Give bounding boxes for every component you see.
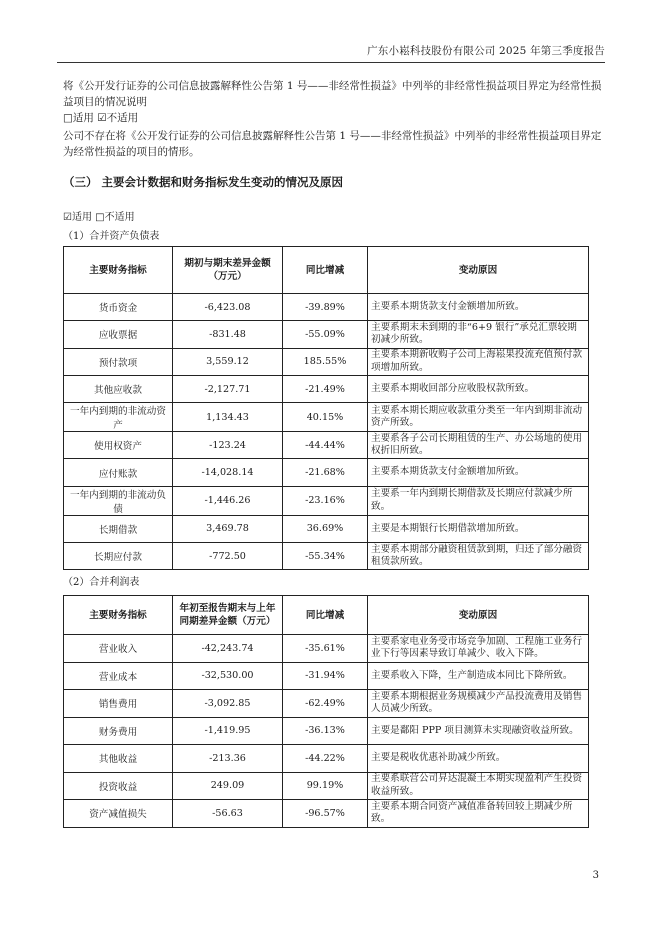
cell-amount: -831.48: [173, 321, 283, 348]
table-row: [64, 432, 589, 459]
cell-item: 资产减值损失: [64, 800, 173, 828]
cell-amount: -1,419.95: [173, 717, 283, 745]
header-item: 主要财务指标: [64, 247, 173, 294]
cell-amount: -6,423.08: [173, 294, 283, 321]
cell-item: 使用权资产: [64, 432, 173, 459]
cell-item: 应付账款: [64, 459, 173, 486]
cell-amount: -772.50: [173, 543, 283, 570]
intro-paragraph-2: 公司不存在将《公开发行证券的公司信息披露解释性公告第 1 号——非经常性损益》中列举的非经常性损益项目界定为经常性损益的项目的情形。: [63, 130, 602, 158]
cell-item: 销售费用: [64, 690, 173, 718]
cell-item: 货币资金: [64, 294, 173, 321]
cell-item: 长期应付款: [64, 543, 173, 570]
cell-item: 财务费用: [64, 717, 173, 745]
cell-change: -55.34%: [283, 543, 368, 570]
table-row: [64, 321, 589, 348]
cell-change: 185.55%: [283, 348, 368, 375]
header-amount: 年初至报告期末与上年同期差异金额（万元）: [173, 596, 283, 635]
cell-item: 预付款项: [64, 348, 173, 375]
header-change: 同比增减: [283, 247, 368, 294]
header-amount: 期初与期末差异金额（万元）: [173, 247, 283, 294]
cell-item: 一年内到期的非流动资产: [64, 403, 173, 432]
cell-item: 营业成本: [64, 662, 173, 690]
cell-change: -21.49%: [283, 375, 368, 402]
cell-reason: 主要系本期货款支付金额增加所致。: [368, 459, 589, 486]
table-row: [64, 772, 589, 800]
table-row: [64, 717, 589, 745]
cell-amount: -56.63: [173, 800, 283, 828]
cell-reason: 主要系本期部分融资租赁款到期，归还了部分融资租赁款所致。: [368, 543, 589, 570]
cell-change: -39.89%: [283, 294, 368, 321]
table-row: [64, 543, 589, 570]
income-caption: （2）合并利润表: [63, 577, 140, 588]
table-row: [64, 348, 589, 375]
cell-reason: 主要系家电业务受市场竞争加剧、工程施工业务行业下行等因素导致订单减少、收入下降。: [368, 635, 589, 663]
section-title: （三） 主要会计数据和财务指标发生变动的情况及原因: [63, 175, 344, 189]
balance-caption: （1）合并资产负债表: [63, 231, 160, 242]
cell-change: -21.68%: [283, 459, 368, 486]
cell-amount: -42,243.74: [173, 635, 283, 663]
header-reason: 变动原因: [368, 596, 589, 635]
cell-amount: -213.36: [173, 745, 283, 773]
cell-amount: -14,028.14: [173, 459, 283, 486]
cell-change: -55.09%: [283, 321, 368, 348]
balance-sheet-table: [63, 246, 589, 570]
income-statement-table: [63, 595, 589, 828]
header-rule: [57, 62, 605, 63]
cell-change: -23.16%: [283, 486, 368, 515]
header-item: 主要财务指标: [64, 596, 173, 635]
cell-item: 其他收益: [64, 745, 173, 773]
cell-item: 其他应收款: [64, 375, 173, 402]
cell-reason: 主要系本期合同资产减值准备转回较上期减少所致。: [368, 800, 589, 828]
cell-change: -44.22%: [283, 745, 368, 773]
cell-change: -62.49%: [283, 690, 368, 718]
cell-change: 36.69%: [283, 515, 368, 542]
cell-amount: -3,092.85: [173, 690, 283, 718]
cell-item: 营业收入: [64, 635, 173, 663]
section-applicability: ☑适用 □不适用: [63, 212, 135, 223]
cell-reason: 主要是本期银行长期借款增加所致。: [368, 515, 589, 542]
cell-reason: 主要系本期根据业务规模减少产品投流费用及销售人员减少所致。: [368, 690, 589, 718]
table-row: [64, 459, 589, 486]
cell-amount: -32,530.00: [173, 662, 283, 690]
intro-paragraph-1: 将《公开发行证券的公司信息披露解释性公告第 1 号——非经常性损益》中列举的非经常性损益项目界定为经常性损益项目的情况说明: [63, 80, 602, 108]
cell-amount: 3,559.12: [173, 348, 283, 375]
cell-change: -44.44%: [283, 432, 368, 459]
page-number: 3: [592, 870, 599, 881]
cell-amount: -1,446.26: [173, 486, 283, 515]
table-row: [64, 662, 589, 690]
cell-reason: 主要系各子公司长期租赁的生产、办公场地的使用权折旧所致。: [368, 432, 589, 459]
cell-item: 应收票据: [64, 321, 173, 348]
table-row: [64, 403, 589, 432]
cell-reason: 主要是鄱阳 PPP 项目测算未实现融资收益所致。: [368, 717, 589, 745]
cell-reason: 主要系一年内到期长期借款及长期应付款减少所致。: [368, 486, 589, 515]
cell-change: -36.13%: [283, 717, 368, 745]
cell-item: 一年内到期的非流动负债: [64, 486, 173, 515]
cell-amount: -123.24: [173, 432, 283, 459]
cell-amount: -2,127.71: [173, 375, 283, 402]
header-reason: 变动原因: [368, 247, 589, 294]
table-header-row: [64, 596, 589, 635]
cell-reason: 主要系本期新收购子公司上海崧果投流充值预付款项增加所致。: [368, 348, 589, 375]
intro-applicability: □适用 ☑不适用: [63, 112, 139, 124]
table-header-row: [64, 247, 589, 294]
table-row: [64, 690, 589, 718]
cell-reason: 主要系本期长期应收款重分类至一年内到期非流动资产所致。: [368, 403, 589, 432]
cell-reason: 主要系本期货款支付金额增加所致。: [368, 294, 589, 321]
cell-change: 40.15%: [283, 403, 368, 432]
table-row: [64, 294, 589, 321]
header-change: 同比增减: [283, 596, 368, 635]
cell-change: -35.61%: [283, 635, 368, 663]
cell-reason: 主要是税收优惠补助减少所致。: [368, 745, 589, 773]
cell-change: -96.57%: [283, 800, 368, 828]
cell-amount: 249.09: [173, 772, 283, 800]
table-row: [64, 486, 589, 515]
table-row: [64, 800, 589, 828]
cell-reason: 主要系联营公司昇达混凝土本期实现盈利产生投资收益所致。: [368, 772, 589, 800]
cell-reason: 主要系期末未到期的非“6+9 银行”承兑汇票较期初减少所致。: [368, 321, 589, 348]
cell-change: -31.94%: [283, 662, 368, 690]
page-header-title: 广东小崧科技股份有限公司 2025 年第三季度报告: [367, 45, 605, 57]
cell-change: 99.19%: [283, 772, 368, 800]
cell-amount: 3,469.78: [173, 515, 283, 542]
cell-item: 投资收益: [64, 772, 173, 800]
cell-amount: 1,134.43: [173, 403, 283, 432]
table-row: [64, 745, 589, 773]
table-row: [64, 635, 589, 663]
cell-reason: 主要系本期收回部分应收股权款所致。: [368, 375, 589, 402]
table-row: [64, 515, 589, 542]
cell-reason: 主要系收入下降，生产制造成本同比下降所致。: [368, 662, 589, 690]
table-row: [64, 375, 589, 402]
cell-item: 长期借款: [64, 515, 173, 542]
